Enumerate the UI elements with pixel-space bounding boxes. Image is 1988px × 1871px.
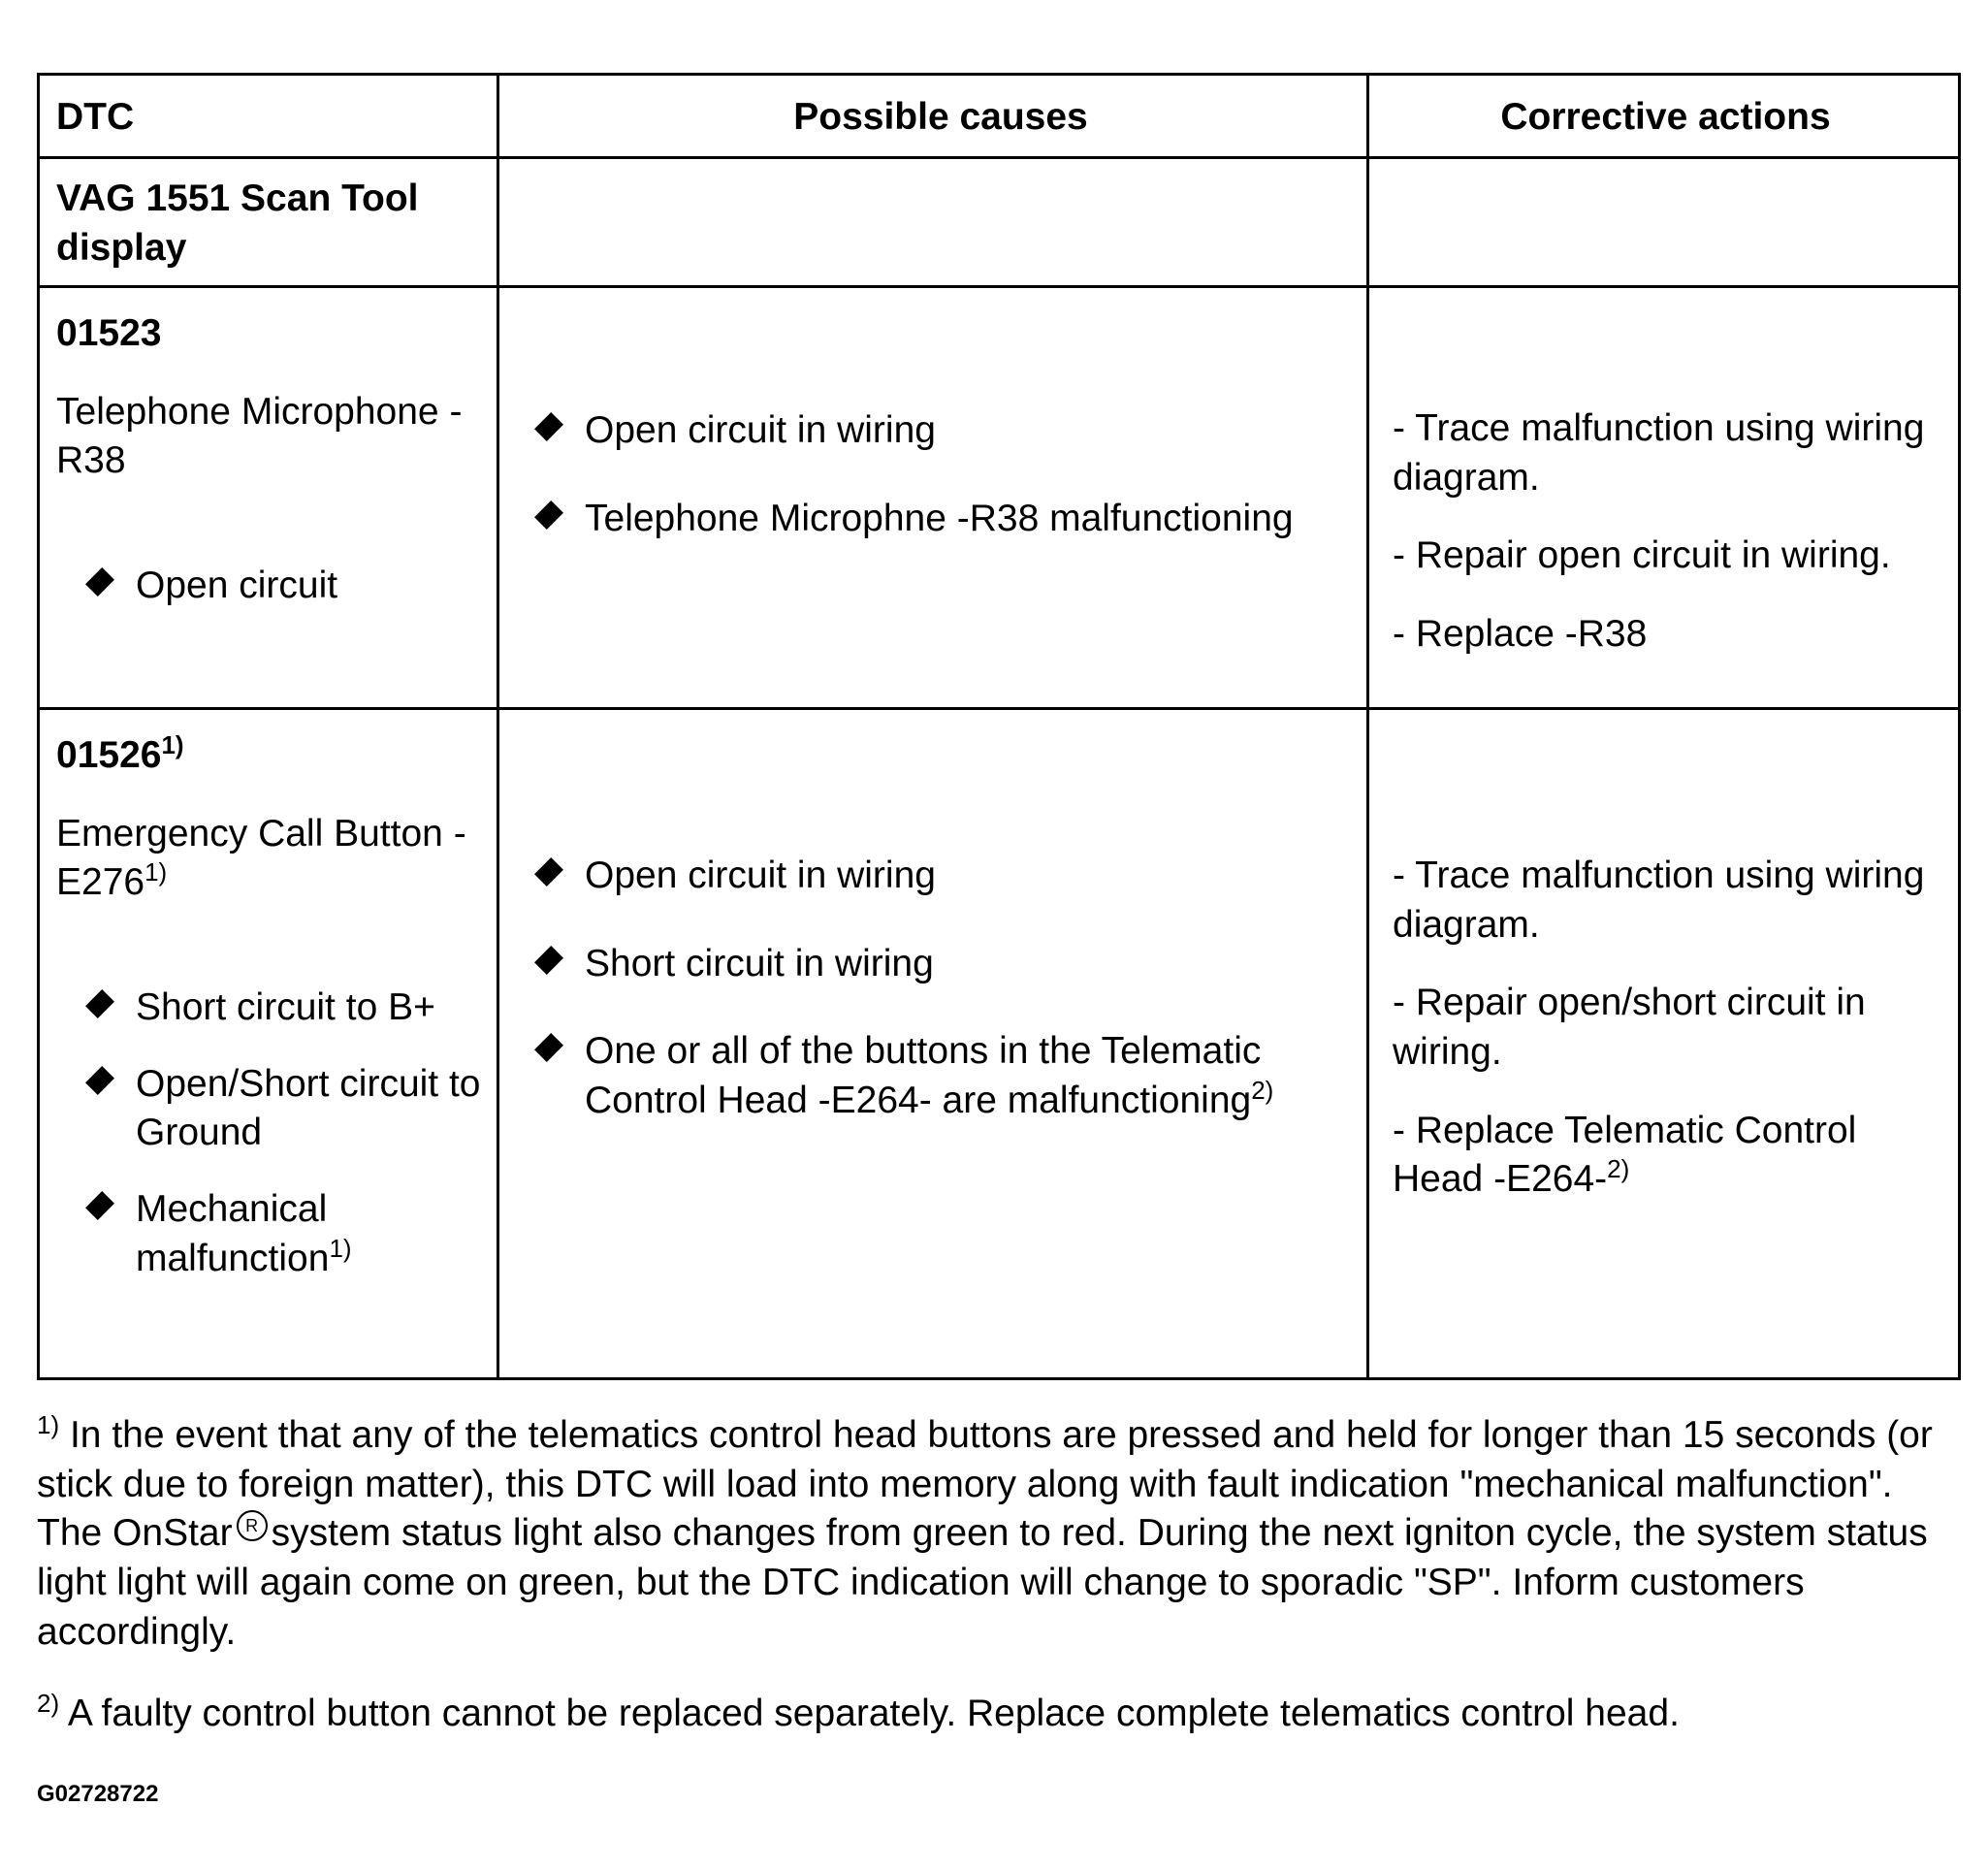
- list-item: - Replace Telematic Control Head -E264-$^{2)}$: [1393, 1109, 1857, 1201]
- list-item: - Repair open circuit in wiring.: [1393, 534, 1891, 577]
- list-item: - Replace -R38: [1393, 613, 1648, 656]
- list-item: Mechanical malfunction$^{1)}$: [85, 1185, 487, 1283]
- header-row: [39, 75, 1960, 158]
- dtc-code: 01523: [56, 312, 162, 354]
- header-actions-empty: [1368, 158, 1960, 287]
- header-dtc: DTC: [56, 96, 135, 138]
- diamond-bullet-icon: [534, 412, 563, 441]
- list-item: Short circuit to B+: [85, 984, 487, 1033]
- header-causes-empty: [498, 158, 1368, 287]
- list-item: - Trace malfunction using wiring diagram.: [1393, 855, 1925, 946]
- actions-cell: [1368, 709, 1960, 1379]
- footnote-ref: 1): [144, 857, 168, 887]
- list-item: Open circuit in wiring: [534, 852, 1347, 901]
- footnote-2: $^{2)}$ A faulty control button cannot be replaced separately. Replace complete telematics control head.: [37, 1689, 1680, 1735]
- list-item: Short circuit in wiring: [534, 940, 1347, 989]
- footnote-mark: 2): [37, 1689, 60, 1719]
- footnote-ref: 1): [329, 1233, 352, 1263]
- footnote-mark: 1): [37, 1410, 60, 1439]
- header-row-2: [39, 158, 1960, 287]
- causes-list: [534, 852, 1347, 1126]
- dtc-code: 01526$^{1)}$: [56, 730, 184, 776]
- list-item: Telephone Microphne -R38 malfunctioning: [534, 495, 1347, 544]
- dtc-component: Telephone Microphone -R38: [56, 390, 463, 482]
- header-dtc-cell: [39, 75, 498, 158]
- list-item: Open circuit: [85, 562, 487, 611]
- table-row: [39, 709, 1960, 1379]
- list-item: Open circuit in wiring: [534, 406, 1347, 456]
- list-item: - Trace malfunction using wiring diagram.: [1393, 407, 1925, 499]
- dtc-component: Emergency Call Button -E276$^{1)}$: [56, 812, 466, 904]
- diamond-bullet-icon: [534, 1033, 563, 1062]
- dtc-table: [37, 73, 1961, 1380]
- actions-cell: [1368, 287, 1960, 709]
- actions-list: [1393, 404, 1939, 660]
- header-causes: Possible causes: [793, 96, 1088, 138]
- header-display: VAG 1551 Scan Tool display: [56, 177, 419, 269]
- causes-cell: [498, 287, 1368, 709]
- diamond-bullet-icon: [534, 857, 563, 887]
- footnote-ref: 2): [1251, 1076, 1274, 1106]
- list-item: - Repair open/short circuit in wiring.: [1393, 982, 1866, 1074]
- header-display-cell: [39, 158, 498, 287]
- header-actions: Corrective actions: [1500, 96, 1831, 138]
- table-row: [39, 287, 1960, 709]
- fault-list: [56, 562, 487, 611]
- footnote-ref: 2): [1607, 1154, 1630, 1184]
- diamond-bullet-icon: [85, 1191, 114, 1220]
- diamond-bullet-icon: [534, 500, 563, 530]
- causes-cell: [498, 709, 1368, 1379]
- dtc-cell: [39, 287, 498, 709]
- diamond-bullet-icon: [85, 1066, 114, 1095]
- diamond-bullet-icon: [85, 567, 114, 597]
- footnote-1: $^{1)}$ In the event that any of the telematics control head buttons are pressed and held for longer than 15 seconds (or stick due to foreign matter), this DTC will load into memory along with fault indication "mechanical malfunction". The OnStar R system status light also changes from green to red. During the next igniton cycle, the system status light light will again come on green, but the DTC indication will change to sporadic "SP". Inform customers accordingly.: [37, 1410, 1933, 1653]
- dtc-cell: [39, 709, 498, 1379]
- footnotes: [37, 1411, 1967, 1772]
- fault-list: [56, 984, 487, 1283]
- list-item: One or all of the buttons in the Telematic Control Head -E264- are malfunctioning$^{2)}$: [534, 1027, 1347, 1125]
- list-item: Open/Short circuit to Ground: [85, 1060, 487, 1158]
- diamond-bullet-icon: [85, 989, 114, 1018]
- header-actions-cell: [1368, 75, 1960, 158]
- figure-id: G02728722: [37, 1781, 159, 1807]
- causes-list: [534, 406, 1347, 543]
- footnote-ref: 1): [161, 730, 184, 759]
- diamond-bullet-icon: [534, 946, 563, 975]
- actions-list: [1393, 852, 1939, 1205]
- registered-trademark-icon: R: [237, 1510, 268, 1541]
- header-causes-cell: [498, 75, 1368, 158]
